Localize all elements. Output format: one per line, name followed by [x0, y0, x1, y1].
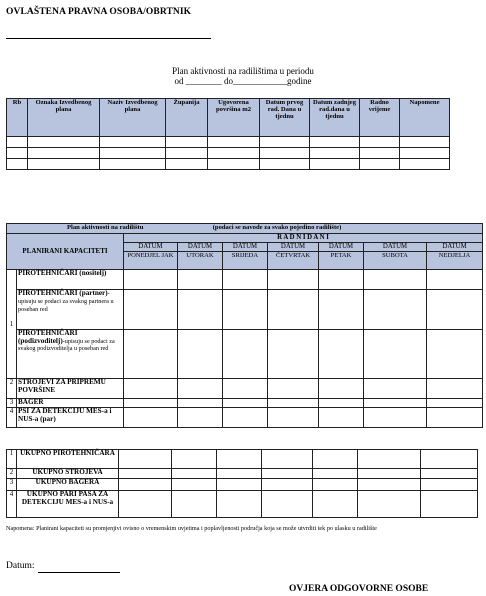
plan-heading-line2: od ________ do____________godine — [174, 76, 312, 86]
col-povrsina: Ugovorena površina m2 — [208, 99, 260, 137]
datum-header: DATUM — [319, 243, 364, 252]
row-number: 4 — [7, 408, 17, 428]
datum-line — [38, 572, 120, 573]
table-row — [7, 137, 450, 148]
col-datum-prvog: Datum prvog rad. Dana u tjednu — [260, 99, 310, 137]
col-zupanija: Županija — [166, 99, 208, 137]
col-napomene: Napomene — [400, 99, 450, 137]
ovjera-label: OVJERA ODGOVORNE OSOBE — [289, 584, 429, 594]
day-saturday: SUBOTA — [364, 252, 427, 270]
row-title: PIROTEHNIČARI (partner) — [18, 289, 108, 297]
col-rb: Rb — [7, 99, 28, 137]
datum-header: DATUM — [124, 243, 178, 252]
total-pasa: UKUPNO PARI PASA ZA DETEKCIJU MES-a i NUS-a — [17, 491, 119, 518]
row-pirotehnicari-podizvoditelj — [17, 330, 124, 379]
col-naziv: Naziv Izvedbenog plana — [100, 99, 166, 137]
day-wednesday: SRIJEDA — [223, 252, 268, 270]
col-datum-zadnjeg: Datum zadnjeg rad.dana u tjednu — [310, 99, 360, 137]
row-description: -upisuju se podaci za svakog podizvoditelja u poseban red — [18, 337, 115, 353]
row-title: PIROTEHNIČARI (podizvoditelj) — [18, 329, 78, 345]
day-thursday: ČETVRTAK — [268, 252, 319, 270]
day-tuesday: UTORAK — [178, 252, 223, 270]
capacities-title-left: Plan aktivnosti na radilištu — [67, 224, 144, 231]
total-strojeva: UKUPNO STROJEVA — [17, 469, 119, 479]
datum-header: DATUM — [364, 243, 427, 252]
datum-label: Datum: — [6, 561, 35, 571]
planned-capacities-table — [6, 223, 483, 428]
planirani-kapaciteti-header: PLANIRANI KAPACITETI — [7, 234, 124, 270]
row-pirotehnicari-nositelj: PIROTEHNIČARI (nositelj) — [17, 270, 124, 290]
day-friday: PETAK — [319, 252, 364, 270]
totals-table — [6, 449, 478, 518]
capacities-title-right: (podaci se navode za svako pojedino radilište) — [212, 224, 342, 231]
row-number: 2 — [7, 469, 17, 479]
datum-header: DATUM — [268, 243, 319, 252]
signature-line — [6, 38, 211, 39]
plan-heading-line1: Plan aktivnosti na radilištima u periodu — [172, 66, 314, 76]
row-number: 3 — [7, 479, 17, 491]
day-monday: PONEDJEL JAK — [124, 252, 178, 270]
table-row — [7, 159, 450, 170]
radni-dani-header: R A D N I D A N I — [124, 234, 483, 243]
row-number: 2 — [7, 379, 17, 399]
row-psi: PSI ZA DETEKCIJU MES-a i NUS-a (par) — [17, 408, 124, 428]
row-number: 3 — [7, 399, 17, 408]
worksite-plan-table — [6, 98, 450, 170]
capacities-title — [7, 224, 483, 234]
col-oznaka: Oznaka Izvedbenog plana — [28, 99, 100, 137]
row-strojevi: STROJEVI ZA PRIPREMU POVRŠINE — [17, 379, 124, 399]
row-bager: BAGER — [17, 399, 124, 408]
datum-header: DATUM — [427, 243, 483, 252]
row-number: 1 — [7, 270, 17, 379]
table-row — [7, 148, 450, 159]
col-radno-vrijeme: Radno vrijeme — [360, 99, 400, 137]
total-pirotehnicara: UKUPNO PIROTEHNIČARA — [17, 450, 119, 469]
total-bagera: UKUPNO BAGERA — [17, 479, 119, 491]
row-number: 4 — [7, 491, 17, 518]
datum-header: DATUM — [178, 243, 223, 252]
row-number: 1 — [7, 450, 17, 469]
footnote: Napomena: Planirani kapaciteti su promjenjivi ovisno o vremenskim uvjetima i poplavljenosti područja koja se može utvrditi tek po ulasku u radilište — [6, 525, 377, 532]
row-pirotehnicari-partner — [17, 290, 124, 330]
datum-header: DATUM — [223, 243, 268, 252]
row-description: -upisuju se podaci za svakog partnera u poseban red — [18, 290, 114, 313]
day-sunday: NEDJELJA — [427, 252, 483, 270]
document-title: OVLAŠTENA PRAVNA OSOBA/OBRTNIK — [6, 7, 192, 17]
